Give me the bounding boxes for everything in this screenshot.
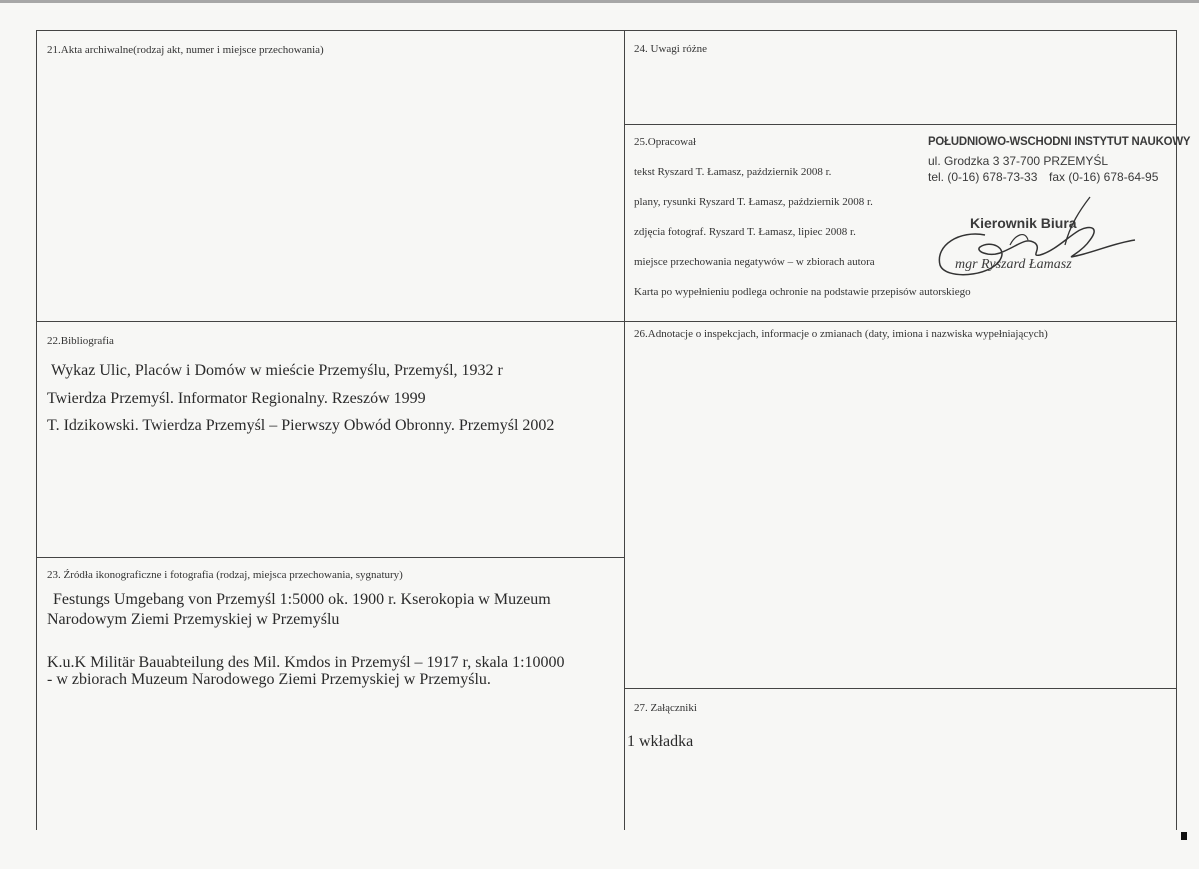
grid-line-top bbox=[36, 30, 1176, 31]
grid-line-right bbox=[1176, 30, 1177, 830]
stamp-phone: tel. (0-16) 678-73-33 bbox=[928, 170, 1038, 184]
stamp-address: ul. Grodzka 3 37-700 PRZEMYŚL bbox=[928, 154, 1109, 168]
stamp-role: Kierownik Biura bbox=[970, 215, 1077, 231]
grid-line-middle bbox=[624, 30, 625, 830]
cell-27-label: 27. Załączniki bbox=[634, 702, 697, 714]
cell-25-plans-line: plany, rysunki Ryszard T. Łamasz, październik 2008 r. bbox=[634, 196, 873, 208]
grid-line-26-27 bbox=[624, 688, 1176, 689]
grid-line-24-25 bbox=[624, 124, 1176, 125]
iconography-entry-line: K.u.K Militär Bauabteilung des Mil. Kmdos in Przemyśl – 1917 r, skala 1:10000 bbox=[47, 654, 565, 671]
bibliography-entry: Twierdza Przemyśl. Informator Regionalny. Rzeszów 1999 bbox=[47, 390, 426, 407]
grid-line-22-23 bbox=[36, 557, 624, 558]
stamp-fax: fax (0-16) 678-64-95 bbox=[1049, 170, 1159, 184]
stamp-institute-title: POŁUDNIOWO-WSCHODNI INSTYTUT NAUKOWY bbox=[928, 134, 1191, 148]
cell-25-text-line: tekst Ryszard T. Łamasz, październik 2008 r. bbox=[634, 166, 832, 178]
cell-25-photos-line: zdjęcia fotograf. Ryszard T. Łamasz, lipiec 2008 r. bbox=[634, 226, 856, 238]
cell-25-label: 25.Opracował bbox=[634, 136, 697, 148]
cell-25-copyright-line: Karta po wypełnieniu podlega ochronie na podstawie przepisów autorskiego bbox=[634, 286, 971, 298]
stamp-name: mgr Ryszard Łamasz bbox=[955, 257, 1072, 272]
iconography-entry-line: Festungs Umgebang von Przemyśl 1:5000 ok. 1900 r. Kserokopia w Muzeum bbox=[53, 591, 551, 608]
cell-26-label: 26.Adnotacje o inspekcjach, informacje o zmianach (daty, imiona i nazwiska wypełniających) bbox=[634, 328, 1048, 340]
cell-23-label: 23. Źródła ikonograficzne i fotografia (rodzaj, miejsca przechowania, sygnatury) bbox=[47, 569, 403, 581]
cell-25-negatives-line: miejsce przechowania negatywów – w zbiorach autora bbox=[634, 256, 875, 268]
cell-24-label: 24. Uwagi różne bbox=[634, 43, 708, 55]
scan-mark bbox=[1181, 832, 1187, 840]
cell-21-label: 21.Akta archiwalne(rodzaj akt, numer i miejsce przechowania) bbox=[47, 44, 324, 56]
iconography-entry-line: Narodowym Ziemi Przemyskiej w Przemyślu bbox=[47, 611, 340, 628]
cell-22-label: 22.Bibliografia bbox=[47, 335, 114, 347]
attachments-value: 1 wkładka bbox=[627, 733, 694, 750]
handwritten-signature bbox=[930, 185, 1140, 285]
grid-line-21-22 bbox=[36, 321, 1176, 322]
bibliography-entry: Wykaz Ulic, Placów i Domów w mieście Przemyślu, Przemyśl, 1932 r bbox=[51, 362, 503, 379]
scan-edge bbox=[0, 0, 1199, 3]
bibliography-entry: T. Idzikowski. Twierdza Przemyśl – Pierwszy Obwód Obronny. Przemyśl 2002 bbox=[47, 417, 555, 434]
iconography-entry-line: - w zbiorach Muzeum Narodowego Ziemi Przemyskiej w Przemyślu. bbox=[47, 671, 491, 688]
grid-line-left bbox=[36, 30, 37, 830]
